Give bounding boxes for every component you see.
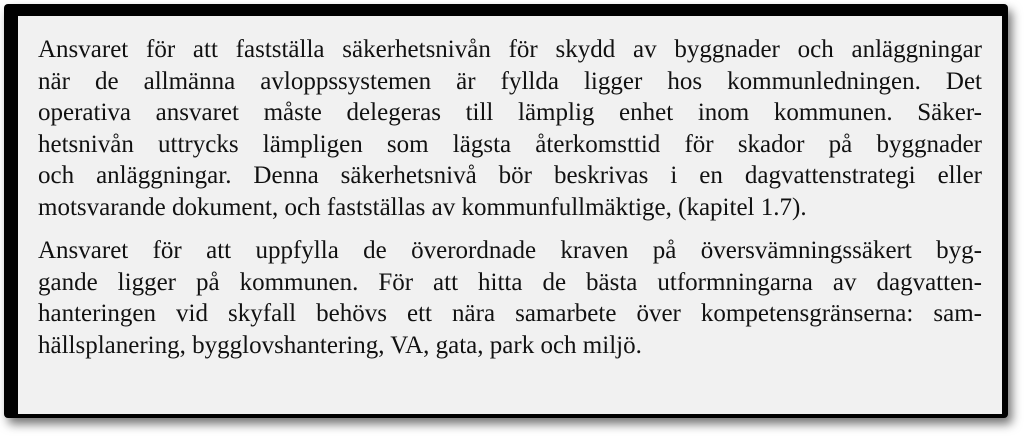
paragraph-1	[38, 34, 982, 223]
paragraph-1-line-3: operativa ansvaret måste delegeras till lämplig enhet inom kommunen. Säker-	[38, 99, 982, 126]
paragraph-1-line-4: hetsnivån uttrycks lämpligen som lägsta återkomsttid för skador på byggnader	[38, 130, 982, 158]
paragraph-2-line-4: hällsplanering, bygglovshantering, VA, gata, park och miljö.	[38, 331, 642, 359]
text-box	[18, 16, 1002, 414]
text-box-frame	[4, 4, 1008, 418]
paragraph-2-line-2: gande ligger på kommunen. För att hitta de bästa utformningarna av dagvatten-	[38, 268, 982, 296]
paragraph-2-line-1: Ansvaret för att uppfylla de överordnade kraven på översvämningssäkert byg-	[38, 237, 982, 264]
paragraph-2-line-3: hanteringen vid skyfall behövs ett nära samarbete över kompetensgränserna: sam-	[38, 300, 982, 327]
paragraph-1-line-5: och anläggningar. Denna säkerhetsnivå bör beskrivas i en dagvattenstrategi eller	[38, 162, 982, 189]
paragraph-gap	[38, 223, 982, 235]
paragraph-1-line-2: när de allmänna avloppssystemen är fyllda ligger hos kommunledningen. Det	[38, 67, 982, 95]
paragraph-1-line-6: motsvarande dokument, och fastställas av kommunfullmäktige, (kapitel 1.7).	[38, 193, 807, 221]
paragraph-2	[38, 235, 982, 361]
paragraph-1-line-1: Ansvaret för att fastställa säkerhetsnivån för skydd av byggnader och anläggningar	[38, 36, 982, 63]
